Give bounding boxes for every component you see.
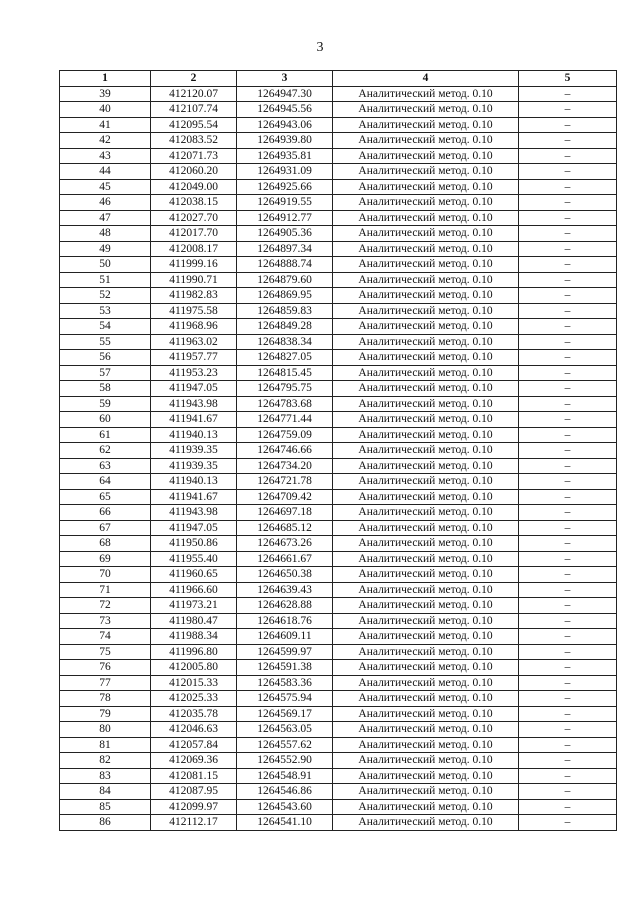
column-header-1: 1 bbox=[60, 71, 151, 87]
table-row bbox=[60, 536, 617, 552]
cell-y-coordinate: 1264879.60 bbox=[237, 272, 333, 288]
cell-y-coordinate: 1264575.94 bbox=[237, 691, 333, 707]
cell-note: – bbox=[519, 722, 617, 738]
cell-y-coordinate: 1264935.81 bbox=[237, 148, 333, 164]
table-row bbox=[60, 815, 617, 831]
table-row bbox=[60, 303, 617, 319]
table-row bbox=[60, 164, 617, 180]
table-row bbox=[60, 691, 617, 707]
cell-method-accuracy: Аналитический метод. 0.10 bbox=[333, 195, 519, 211]
cell-method-accuracy: Аналитический метод. 0.10 bbox=[333, 117, 519, 133]
cell-point-number: 84 bbox=[60, 784, 151, 800]
cell-x-coordinate: 411982.83 bbox=[151, 288, 237, 304]
cell-x-coordinate: 412015.33 bbox=[151, 675, 237, 691]
cell-note: – bbox=[519, 288, 617, 304]
table-row bbox=[60, 350, 617, 366]
table-row bbox=[60, 86, 617, 102]
cell-x-coordinate: 412120.07 bbox=[151, 86, 237, 102]
cell-method-accuracy: Аналитический метод. 0.10 bbox=[333, 257, 519, 273]
cell-point-number: 62 bbox=[60, 443, 151, 459]
cell-method-accuracy: Аналитический метод. 0.10 bbox=[333, 350, 519, 366]
cell-y-coordinate: 1264759.09 bbox=[237, 427, 333, 443]
cell-note: – bbox=[519, 210, 617, 226]
cell-note: – bbox=[519, 753, 617, 769]
cell-point-number: 77 bbox=[60, 675, 151, 691]
cell-note: – bbox=[519, 412, 617, 428]
cell-y-coordinate: 1264628.88 bbox=[237, 598, 333, 614]
cell-note: – bbox=[519, 319, 617, 335]
table-row bbox=[60, 768, 617, 784]
table-row bbox=[60, 598, 617, 614]
cell-y-coordinate: 1264919.55 bbox=[237, 195, 333, 211]
cell-method-accuracy: Аналитический метод. 0.10 bbox=[333, 551, 519, 567]
cell-method-accuracy: Аналитический метод. 0.10 bbox=[333, 784, 519, 800]
table-row bbox=[60, 613, 617, 629]
cell-x-coordinate: 412049.00 bbox=[151, 179, 237, 195]
cell-note: – bbox=[519, 474, 617, 490]
cell-point-number: 64 bbox=[60, 474, 151, 490]
table-row bbox=[60, 272, 617, 288]
cell-x-coordinate: 412071.73 bbox=[151, 148, 237, 164]
cell-point-number: 51 bbox=[60, 272, 151, 288]
cell-x-coordinate: 411941.67 bbox=[151, 412, 237, 428]
cell-note: – bbox=[519, 102, 617, 118]
cell-note: – bbox=[519, 536, 617, 552]
cell-point-number: 81 bbox=[60, 737, 151, 753]
cell-method-accuracy: Аналитический метод. 0.10 bbox=[333, 396, 519, 412]
cell-y-coordinate: 1264541.10 bbox=[237, 815, 333, 831]
cell-x-coordinate: 411940.13 bbox=[151, 427, 237, 443]
cell-y-coordinate: 1264771.44 bbox=[237, 412, 333, 428]
cell-note: – bbox=[519, 551, 617, 567]
cell-point-number: 66 bbox=[60, 505, 151, 521]
cell-x-coordinate: 412046.63 bbox=[151, 722, 237, 738]
table-row bbox=[60, 412, 617, 428]
cell-note: – bbox=[519, 784, 617, 800]
cell-method-accuracy: Аналитический метод. 0.10 bbox=[333, 815, 519, 831]
cell-y-coordinate: 1264543.60 bbox=[237, 799, 333, 815]
cell-note: – bbox=[519, 117, 617, 133]
cell-method-accuracy: Аналитический метод. 0.10 bbox=[333, 582, 519, 598]
table-row bbox=[60, 458, 617, 474]
cell-method-accuracy: Аналитический метод. 0.10 bbox=[333, 567, 519, 583]
cell-y-coordinate: 1264783.68 bbox=[237, 396, 333, 412]
cell-point-number: 79 bbox=[60, 706, 151, 722]
cell-point-number: 80 bbox=[60, 722, 151, 738]
cell-point-number: 50 bbox=[60, 257, 151, 273]
cell-x-coordinate: 411968.96 bbox=[151, 319, 237, 335]
table-row bbox=[60, 722, 617, 738]
cell-note: – bbox=[519, 195, 617, 211]
cell-note: – bbox=[519, 381, 617, 397]
cell-method-accuracy: Аналитический метод. 0.10 bbox=[333, 365, 519, 381]
cell-x-coordinate: 411966.60 bbox=[151, 582, 237, 598]
cell-method-accuracy: Аналитический метод. 0.10 bbox=[333, 179, 519, 195]
table-row bbox=[60, 551, 617, 567]
cell-point-number: 57 bbox=[60, 365, 151, 381]
cell-method-accuracy: Аналитический метод. 0.10 bbox=[333, 753, 519, 769]
cell-note: – bbox=[519, 303, 617, 319]
cell-y-coordinate: 1264945.56 bbox=[237, 102, 333, 118]
cell-note: – bbox=[519, 350, 617, 366]
cell-point-number: 39 bbox=[60, 86, 151, 102]
table-row bbox=[60, 210, 617, 226]
cell-x-coordinate: 412035.78 bbox=[151, 706, 237, 722]
cell-x-coordinate: 412025.33 bbox=[151, 691, 237, 707]
cell-method-accuracy: Аналитический метод. 0.10 bbox=[333, 412, 519, 428]
cell-point-number: 45 bbox=[60, 179, 151, 195]
cell-point-number: 83 bbox=[60, 768, 151, 784]
cell-note: – bbox=[519, 241, 617, 257]
cell-x-coordinate: 411996.80 bbox=[151, 644, 237, 660]
table-row bbox=[60, 241, 617, 257]
cell-point-number: 49 bbox=[60, 241, 151, 257]
cell-x-coordinate: 412112.17 bbox=[151, 815, 237, 831]
cell-point-number: 85 bbox=[60, 799, 151, 815]
cell-point-number: 46 bbox=[60, 195, 151, 211]
column-header-2: 2 bbox=[151, 71, 237, 87]
cell-point-number: 78 bbox=[60, 691, 151, 707]
cell-note: – bbox=[519, 629, 617, 645]
cell-method-accuracy: Аналитический метод. 0.10 bbox=[333, 427, 519, 443]
cell-y-coordinate: 1264827.05 bbox=[237, 350, 333, 366]
cell-note: – bbox=[519, 520, 617, 536]
cell-note: – bbox=[519, 272, 617, 288]
table-row bbox=[60, 474, 617, 490]
cell-note: – bbox=[519, 164, 617, 180]
cell-point-number: 63 bbox=[60, 458, 151, 474]
column-header-3: 3 bbox=[237, 71, 333, 87]
table-row bbox=[60, 505, 617, 521]
cell-method-accuracy: Аналитический метод. 0.10 bbox=[333, 334, 519, 350]
cell-method-accuracy: Аналитический метод. 0.10 bbox=[333, 629, 519, 645]
cell-point-number: 53 bbox=[60, 303, 151, 319]
cell-y-coordinate: 1264661.67 bbox=[237, 551, 333, 567]
table-row bbox=[60, 102, 617, 118]
cell-y-coordinate: 1264838.34 bbox=[237, 334, 333, 350]
cell-x-coordinate: 411999.16 bbox=[151, 257, 237, 273]
cell-x-coordinate: 411940.13 bbox=[151, 474, 237, 490]
cell-method-accuracy: Аналитический метод. 0.10 bbox=[333, 458, 519, 474]
cell-point-number: 70 bbox=[60, 567, 151, 583]
cell-x-coordinate: 411973.21 bbox=[151, 598, 237, 614]
cell-y-coordinate: 1264869.95 bbox=[237, 288, 333, 304]
cell-point-number: 71 bbox=[60, 582, 151, 598]
cell-note: – bbox=[519, 133, 617, 149]
table-row bbox=[60, 582, 617, 598]
cell-note: – bbox=[519, 443, 617, 459]
cell-y-coordinate: 1264546.86 bbox=[237, 784, 333, 800]
cell-method-accuracy: Аналитический метод. 0.10 bbox=[333, 598, 519, 614]
cell-y-coordinate: 1264548.91 bbox=[237, 768, 333, 784]
cell-note: – bbox=[519, 567, 617, 583]
cell-x-coordinate: 411953.23 bbox=[151, 365, 237, 381]
cell-x-coordinate: 411947.05 bbox=[151, 381, 237, 397]
cell-point-number: 42 bbox=[60, 133, 151, 149]
table-row bbox=[60, 334, 617, 350]
cell-point-number: 74 bbox=[60, 629, 151, 645]
cell-x-coordinate: 412038.15 bbox=[151, 195, 237, 211]
cell-point-number: 60 bbox=[60, 412, 151, 428]
table-row bbox=[60, 799, 617, 815]
cell-x-coordinate: 412057.84 bbox=[151, 737, 237, 753]
cell-note: – bbox=[519, 226, 617, 242]
table-row bbox=[60, 117, 617, 133]
cell-point-number: 75 bbox=[60, 644, 151, 660]
cell-y-coordinate: 1264591.38 bbox=[237, 660, 333, 676]
cell-y-coordinate: 1264563.05 bbox=[237, 722, 333, 738]
cell-y-coordinate: 1264599.97 bbox=[237, 644, 333, 660]
table-row bbox=[60, 489, 617, 505]
table-row bbox=[60, 675, 617, 691]
cell-method-accuracy: Аналитический метод. 0.10 bbox=[333, 133, 519, 149]
table-row bbox=[60, 148, 617, 164]
cell-y-coordinate: 1264947.30 bbox=[237, 86, 333, 102]
cell-y-coordinate: 1264639.43 bbox=[237, 582, 333, 598]
cell-x-coordinate: 412005.80 bbox=[151, 660, 237, 676]
cell-note: – bbox=[519, 706, 617, 722]
cell-y-coordinate: 1264734.20 bbox=[237, 458, 333, 474]
cell-note: – bbox=[519, 691, 617, 707]
cell-x-coordinate: 412083.52 bbox=[151, 133, 237, 149]
cell-point-number: 69 bbox=[60, 551, 151, 567]
cell-y-coordinate: 1264905.36 bbox=[237, 226, 333, 242]
page-number: 3 bbox=[316, 40, 324, 55]
cell-y-coordinate: 1264552.90 bbox=[237, 753, 333, 769]
table-row bbox=[60, 288, 617, 304]
cell-y-coordinate: 1264746.66 bbox=[237, 443, 333, 459]
cell-point-number: 72 bbox=[60, 598, 151, 614]
cell-x-coordinate: 411975.58 bbox=[151, 303, 237, 319]
cell-point-number: 44 bbox=[60, 164, 151, 180]
table-row bbox=[60, 644, 617, 660]
cell-x-coordinate: 411955.40 bbox=[151, 551, 237, 567]
cell-method-accuracy: Аналитический метод. 0.10 bbox=[333, 706, 519, 722]
column-header-5: 5 bbox=[519, 71, 617, 87]
cell-y-coordinate: 1264557.62 bbox=[237, 737, 333, 753]
cell-y-coordinate: 1264673.26 bbox=[237, 536, 333, 552]
table-row bbox=[60, 319, 617, 335]
cell-method-accuracy: Аналитический метод. 0.10 bbox=[333, 288, 519, 304]
cell-method-accuracy: Аналитический метод. 0.10 bbox=[333, 443, 519, 459]
cell-point-number: 48 bbox=[60, 226, 151, 242]
table-body bbox=[60, 86, 617, 830]
table-row bbox=[60, 443, 617, 459]
cell-point-number: 68 bbox=[60, 536, 151, 552]
cell-x-coordinate: 411941.67 bbox=[151, 489, 237, 505]
cell-note: – bbox=[519, 179, 617, 195]
cell-point-number: 65 bbox=[60, 489, 151, 505]
cell-x-coordinate: 411950.86 bbox=[151, 536, 237, 552]
cell-y-coordinate: 1264939.80 bbox=[237, 133, 333, 149]
cell-note: – bbox=[519, 660, 617, 676]
cell-x-coordinate: 412069.36 bbox=[151, 753, 237, 769]
cell-y-coordinate: 1264795.75 bbox=[237, 381, 333, 397]
cell-x-coordinate: 412027.70 bbox=[151, 210, 237, 226]
table-row bbox=[60, 706, 617, 722]
cell-note: – bbox=[519, 334, 617, 350]
cell-x-coordinate: 412017.70 bbox=[151, 226, 237, 242]
cell-x-coordinate: 412081.15 bbox=[151, 768, 237, 784]
cell-method-accuracy: Аналитический метод. 0.10 bbox=[333, 520, 519, 536]
cell-note: – bbox=[519, 598, 617, 614]
table-row bbox=[60, 381, 617, 397]
cell-x-coordinate: 412087.95 bbox=[151, 784, 237, 800]
cell-point-number: 52 bbox=[60, 288, 151, 304]
cell-method-accuracy: Аналитический метод. 0.10 bbox=[333, 613, 519, 629]
cell-method-accuracy: Аналитический метод. 0.10 bbox=[333, 691, 519, 707]
cell-note: – bbox=[519, 257, 617, 273]
cell-note: – bbox=[519, 799, 617, 815]
cell-method-accuracy: Аналитический метод. 0.10 bbox=[333, 768, 519, 784]
cell-x-coordinate: 411963.02 bbox=[151, 334, 237, 350]
table-row bbox=[60, 567, 617, 583]
table-row bbox=[60, 737, 617, 753]
cell-point-number: 54 bbox=[60, 319, 151, 335]
cell-note: – bbox=[519, 365, 617, 381]
cell-y-coordinate: 1264650.38 bbox=[237, 567, 333, 583]
cell-method-accuracy: Аналитический метод. 0.10 bbox=[333, 148, 519, 164]
cell-x-coordinate: 411960.65 bbox=[151, 567, 237, 583]
cell-method-accuracy: Аналитический метод. 0.10 bbox=[333, 164, 519, 180]
cell-y-coordinate: 1264912.77 bbox=[237, 210, 333, 226]
table-row bbox=[60, 753, 617, 769]
cell-point-number: 43 bbox=[60, 148, 151, 164]
cell-x-coordinate: 411990.71 bbox=[151, 272, 237, 288]
cell-method-accuracy: Аналитический метод. 0.10 bbox=[333, 381, 519, 397]
cell-y-coordinate: 1264859.83 bbox=[237, 303, 333, 319]
cell-method-accuracy: Аналитический метод. 0.10 bbox=[333, 474, 519, 490]
cell-method-accuracy: Аналитический метод. 0.10 bbox=[333, 660, 519, 676]
cell-y-coordinate: 1264583.36 bbox=[237, 675, 333, 691]
cell-note: – bbox=[519, 582, 617, 598]
cell-x-coordinate: 412095.54 bbox=[151, 117, 237, 133]
cell-note: – bbox=[519, 505, 617, 521]
cell-method-accuracy: Аналитический метод. 0.10 bbox=[333, 210, 519, 226]
cell-y-coordinate: 1264897.34 bbox=[237, 241, 333, 257]
table-row bbox=[60, 629, 617, 645]
cell-point-number: 73 bbox=[60, 613, 151, 629]
cell-point-number: 55 bbox=[60, 334, 151, 350]
cell-method-accuracy: Аналитический метод. 0.10 bbox=[333, 226, 519, 242]
cell-y-coordinate: 1264931.09 bbox=[237, 164, 333, 180]
cell-y-coordinate: 1264697.18 bbox=[237, 505, 333, 521]
cell-y-coordinate: 1264618.76 bbox=[237, 613, 333, 629]
table-row bbox=[60, 427, 617, 443]
cell-point-number: 41 bbox=[60, 117, 151, 133]
cell-point-number: 67 bbox=[60, 520, 151, 536]
cell-x-coordinate: 411939.35 bbox=[151, 458, 237, 474]
cell-point-number: 58 bbox=[60, 381, 151, 397]
cell-method-accuracy: Аналитический метод. 0.10 bbox=[333, 675, 519, 691]
cell-method-accuracy: Аналитический метод. 0.10 bbox=[333, 644, 519, 660]
cell-note: – bbox=[519, 644, 617, 660]
cell-method-accuracy: Аналитический метод. 0.10 bbox=[333, 489, 519, 505]
cell-point-number: 82 bbox=[60, 753, 151, 769]
cell-note: – bbox=[519, 815, 617, 831]
cell-y-coordinate: 1264888.74 bbox=[237, 257, 333, 273]
cell-x-coordinate: 411947.05 bbox=[151, 520, 237, 536]
cell-y-coordinate: 1264943.06 bbox=[237, 117, 333, 133]
cell-method-accuracy: Аналитический метод. 0.10 bbox=[333, 737, 519, 753]
coordinates-table bbox=[59, 70, 617, 831]
cell-x-coordinate: 412060.20 bbox=[151, 164, 237, 180]
table-row bbox=[60, 784, 617, 800]
cell-method-accuracy: Аналитический метод. 0.10 bbox=[333, 102, 519, 118]
cell-point-number: 76 bbox=[60, 660, 151, 676]
cell-method-accuracy: Аналитический метод. 0.10 bbox=[333, 241, 519, 257]
cell-y-coordinate: 1264925.66 bbox=[237, 179, 333, 195]
cell-note: – bbox=[519, 396, 617, 412]
cell-method-accuracy: Аналитический метод. 0.10 bbox=[333, 272, 519, 288]
cell-x-coordinate: 412107.74 bbox=[151, 102, 237, 118]
cell-note: – bbox=[519, 675, 617, 691]
cell-point-number: 61 bbox=[60, 427, 151, 443]
table-row bbox=[60, 660, 617, 676]
cell-method-accuracy: Аналитический метод. 0.10 bbox=[333, 86, 519, 102]
cell-point-number: 86 bbox=[60, 815, 151, 831]
table-row bbox=[60, 195, 617, 211]
cell-y-coordinate: 1264815.45 bbox=[237, 365, 333, 381]
cell-x-coordinate: 411988.34 bbox=[151, 629, 237, 645]
cell-y-coordinate: 1264849.28 bbox=[237, 319, 333, 335]
cell-note: – bbox=[519, 86, 617, 102]
cell-x-coordinate: 411943.98 bbox=[151, 396, 237, 412]
table-header-row bbox=[60, 71, 617, 87]
cell-method-accuracy: Аналитический метод. 0.10 bbox=[333, 319, 519, 335]
cell-note: – bbox=[519, 737, 617, 753]
cell-method-accuracy: Аналитический метод. 0.10 bbox=[333, 722, 519, 738]
cell-x-coordinate: 412008.17 bbox=[151, 241, 237, 257]
cell-x-coordinate: 411939.35 bbox=[151, 443, 237, 459]
cell-point-number: 47 bbox=[60, 210, 151, 226]
cell-method-accuracy: Аналитический метод. 0.10 bbox=[333, 505, 519, 521]
cell-note: – bbox=[519, 768, 617, 784]
table-row bbox=[60, 226, 617, 242]
table-row bbox=[60, 257, 617, 273]
cell-x-coordinate: 411957.77 bbox=[151, 350, 237, 366]
cell-y-coordinate: 1264685.12 bbox=[237, 520, 333, 536]
cell-y-coordinate: 1264569.17 bbox=[237, 706, 333, 722]
cell-x-coordinate: 412099.97 bbox=[151, 799, 237, 815]
table-row bbox=[60, 520, 617, 536]
table-row bbox=[60, 179, 617, 195]
cell-note: – bbox=[519, 613, 617, 629]
cell-x-coordinate: 411943.98 bbox=[151, 505, 237, 521]
cell-note: – bbox=[519, 427, 617, 443]
cell-method-accuracy: Аналитический метод. 0.10 bbox=[333, 303, 519, 319]
cell-y-coordinate: 1264609.11 bbox=[237, 629, 333, 645]
table-row bbox=[60, 396, 617, 412]
cell-note: – bbox=[519, 148, 617, 164]
cell-y-coordinate: 1264721.78 bbox=[237, 474, 333, 490]
column-header-4: 4 bbox=[333, 71, 519, 87]
cell-y-coordinate: 1264709.42 bbox=[237, 489, 333, 505]
cell-note: – bbox=[519, 458, 617, 474]
cell-note: – bbox=[519, 489, 617, 505]
table-row bbox=[60, 133, 617, 149]
cell-method-accuracy: Аналитический метод. 0.10 bbox=[333, 799, 519, 815]
cell-method-accuracy: Аналитический метод. 0.10 bbox=[333, 536, 519, 552]
cell-point-number: 59 bbox=[60, 396, 151, 412]
cell-point-number: 40 bbox=[60, 102, 151, 118]
table-row bbox=[60, 365, 617, 381]
cell-point-number: 56 bbox=[60, 350, 151, 366]
cell-x-coordinate: 411980.47 bbox=[151, 613, 237, 629]
